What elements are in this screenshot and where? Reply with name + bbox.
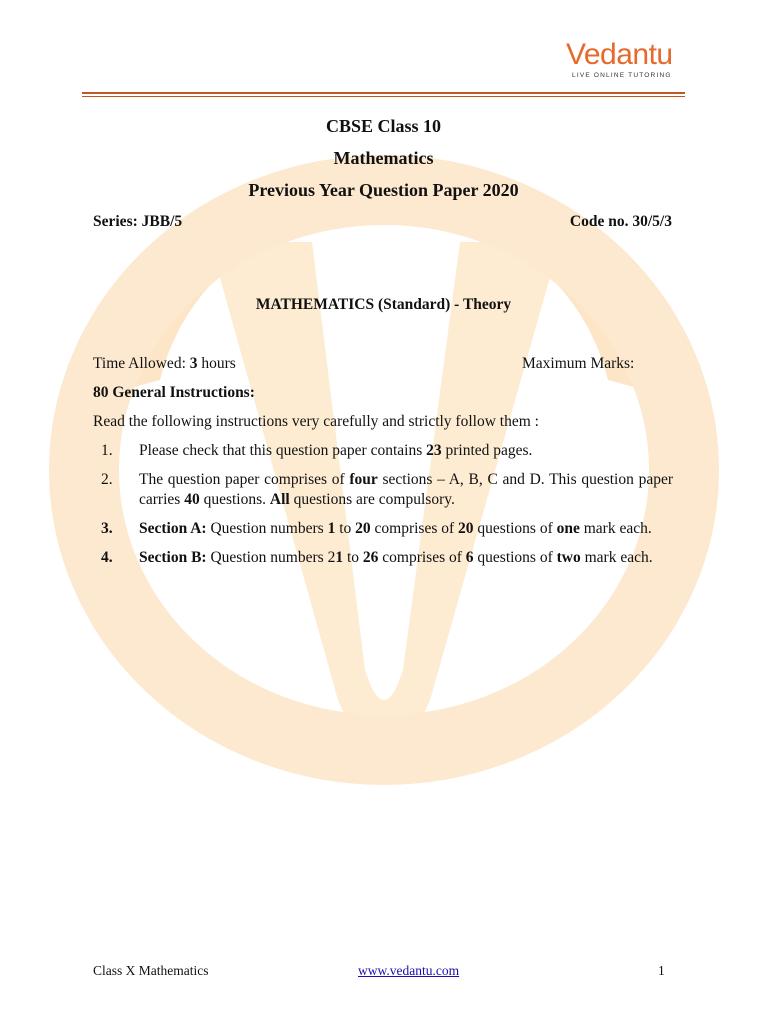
instruction-item	[93, 548, 673, 568]
code-label: Code no.	[569, 213, 629, 230]
instruction-text: to	[335, 520, 356, 537]
instruction-bold: 40	[184, 491, 200, 508]
instructions-intro: Read the following instructions very carefully and strictly follow them :	[93, 413, 539, 430]
code-info	[570, 213, 672, 231]
logo-wordmark: Vedantu	[566, 38, 673, 71]
instruction-bold: two	[556, 549, 581, 566]
series-info	[93, 213, 182, 231]
instruction-text: questions.	[199, 491, 270, 508]
instruction-bold: All	[269, 491, 290, 508]
time-allowed	[93, 355, 236, 373]
instruction-item	[93, 441, 673, 461]
instruction-item	[93, 470, 673, 510]
time-value: 3	[189, 355, 198, 372]
logo-tagline: LIVE ONLINE TUTORING	[572, 72, 672, 79]
instruction-bold: 20	[355, 520, 371, 537]
instruction-text: questions are compulsory.	[289, 491, 455, 508]
max-marks: Maximum Marks:	[522, 355, 635, 372]
series-label: Series:	[93, 213, 138, 230]
header-rule-thin	[82, 96, 685, 97]
instruction-text: Question numbers	[206, 520, 328, 537]
instruction-bold: Section B:	[139, 549, 207, 566]
section-title: MATHEMATICS (Standard) - Theory	[255, 296, 512, 313]
instruction-bold: 1	[335, 549, 344, 566]
instruction-text: comprises of	[370, 520, 459, 537]
code-value: 30/5/3	[632, 213, 672, 230]
instruction-item	[93, 519, 673, 539]
instruction-text: questions of	[473, 549, 557, 566]
instruction-bold: 26	[362, 549, 379, 566]
instruction-bold: 6	[465, 549, 474, 566]
instructions-list	[93, 441, 673, 577]
page-number: 1	[658, 963, 665, 978]
footer-website-link[interactable]: www.vedantu.com	[358, 963, 460, 978]
instruction-text: Question numbers 2	[206, 549, 336, 566]
instruction-text: The question paper comprises of	[139, 471, 350, 488]
header-rule	[82, 92, 685, 94]
series-value: JBB/5	[141, 213, 183, 230]
instruction-number: 2.	[101, 471, 113, 488]
instruction-text: sections – A, B, C and D. This question paper carries	[139, 471, 673, 508]
general-instructions-heading: 80 General Instructions:	[93, 384, 255, 401]
instruction-text: printed pages.	[441, 442, 533, 459]
instruction-text: to	[343, 549, 363, 566]
instruction-number: 1.	[101, 442, 113, 459]
instruction-text: mark each.	[579, 520, 652, 537]
instruction-bold: 1	[327, 520, 336, 537]
vedantu-logo[interactable]	[566, 38, 676, 86]
instruction-text: Please check that this question paper contains	[139, 442, 427, 459]
instruction-bold: one	[556, 520, 580, 537]
instruction-number: 4.	[101, 549, 113, 566]
instruction-number: 3.	[101, 520, 113, 537]
title-subject: Mathematics	[333, 148, 434, 168]
title-paper: Previous Year Question Paper 2020	[248, 180, 519, 200]
instruction-bold: 23	[426, 442, 442, 459]
instruction-text: questions of	[473, 520, 557, 537]
instruction-text: comprises of	[378, 549, 466, 566]
time-unit: hours	[201, 355, 236, 372]
time-label: Time Allowed:	[93, 355, 186, 372]
instruction-bold: 20	[458, 520, 474, 537]
instruction-bold: Section A:	[139, 520, 207, 537]
instruction-text: mark each.	[580, 549, 653, 566]
footer-course: Class X Mathematics	[93, 963, 209, 978]
title-class: CBSE Class 10	[325, 116, 442, 136]
instruction-bold: four	[349, 471, 378, 488]
